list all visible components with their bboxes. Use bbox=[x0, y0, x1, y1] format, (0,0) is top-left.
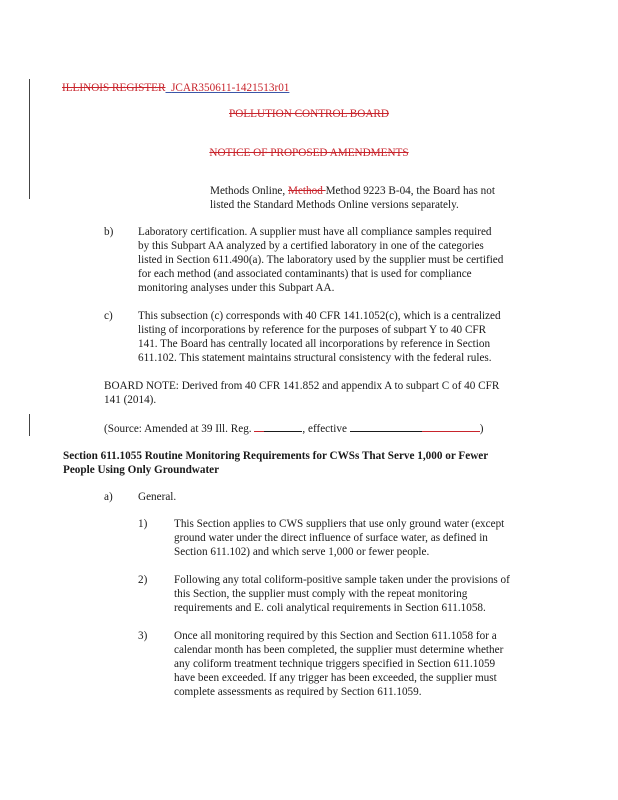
sub-2-line: this Section, the supplier must comply with the repeat monitoring bbox=[174, 588, 468, 600]
sub-2-line: requirements and E. coli analytical requirements in Section 611.1058. bbox=[174, 602, 486, 614]
item-b-marker: b) bbox=[104, 226, 114, 238]
notice-title: NOTICE OF PROPOSED AMENDMENTS bbox=[209, 147, 409, 159]
sub-3-line: have been exceeded. If any trigger has been exceeded, the supplier must bbox=[174, 672, 497, 684]
board-note-line-1: BOARD NOTE: Derived from 40 CFR 141.852 and appendix A to subpart C of 40 CFR bbox=[104, 380, 500, 392]
board-title: POLLUTION CONTROL BOARD bbox=[229, 108, 389, 120]
page-blank bbox=[264, 421, 302, 432]
section-heading-line-1: Section 611.1055 Routine Monitoring Requirements for CWSs That Serve 1,000 or Fewer bbox=[63, 450, 489, 462]
source-note: (Source: Amended at 39 Ill. Reg. , effective ) bbox=[104, 423, 484, 435]
section-heading-line-2: People Using Only Groundwater bbox=[63, 464, 220, 476]
revision-bar-source bbox=[29, 414, 30, 436]
volume-blank bbox=[254, 421, 264, 432]
item-c-line: 611.102. This statement maintains structural consistency with the federal rules. bbox=[138, 352, 492, 364]
struck-word: Method bbox=[288, 185, 326, 197]
date-blank-red bbox=[422, 421, 480, 432]
sub-1-marker: 1) bbox=[138, 518, 148, 530]
item-a-label: General. bbox=[138, 491, 177, 503]
sub-3-line: calendar month has been completed, the supplier must determine whether bbox=[174, 644, 504, 656]
register-title-struck: ILLINOIS REGISTER bbox=[62, 82, 166, 94]
item-c-line: 141. The Board has centrally located all incorporations by reference in Section bbox=[138, 338, 491, 350]
item-b-line: by this Subpart AA analyzed by a certified laboratory in one of the categories bbox=[138, 240, 484, 252]
intro-line-2: listed the Standard Methods Online versions separately. bbox=[210, 199, 459, 211]
item-b-line: for each method (and associated contaminants) that is used for compliance bbox=[138, 268, 472, 280]
sub-3-line: complete assessments as required by Section 611.1059. bbox=[174, 686, 422, 698]
sub-2-line: Following any total coliform-positive sample taken under the provisions of bbox=[174, 574, 510, 586]
sub-1-line: Section 611.102) and which serve 1,000 or fewer people. bbox=[174, 546, 430, 558]
intro-line-1: Methods Online, Method Method 9223 B-04, the Board has not bbox=[210, 185, 495, 197]
sub-3-line: any coliform treatment technique triggers specified in Section 611.1059 bbox=[174, 658, 496, 670]
item-b-line: listed in Section 611.490(a). The laboratory used by the supplier must be certified bbox=[138, 254, 504, 266]
item-b-line: monitoring analyses under this Subpart AA. bbox=[138, 282, 335, 294]
date-blank bbox=[350, 421, 422, 432]
item-c-marker: c) bbox=[104, 310, 113, 322]
item-c-line: listing of incorporations by reference for the purposes of subpart Y to 40 CFR bbox=[138, 324, 487, 336]
item-b-line: Laboratory certification. A supplier must have all compliance samples required bbox=[138, 226, 492, 238]
sub-3-line: Once all monitoring required by this Section and Section 611.1058 for a bbox=[174, 630, 497, 642]
document-code: JCAR350611-1421513r01 bbox=[171, 82, 290, 94]
board-note-line-2: 141 (2014). bbox=[104, 394, 157, 406]
revision-bar-top bbox=[29, 79, 30, 199]
item-c-line: This subsection (c) corresponds with 40 CFR 141.1052(c), which is a centralized bbox=[138, 310, 501, 322]
sub-1-line: This Section applies to CWS suppliers that use only ground water (except bbox=[174, 518, 505, 530]
sub-1-line: ground water under the direct influence of surface water, as defined in bbox=[174, 532, 488, 544]
sub-2-marker: 2) bbox=[138, 574, 148, 586]
page-header bbox=[62, 82, 289, 95]
sub-3-marker: 3) bbox=[138, 630, 148, 642]
item-a-marker: a) bbox=[104, 491, 113, 503]
